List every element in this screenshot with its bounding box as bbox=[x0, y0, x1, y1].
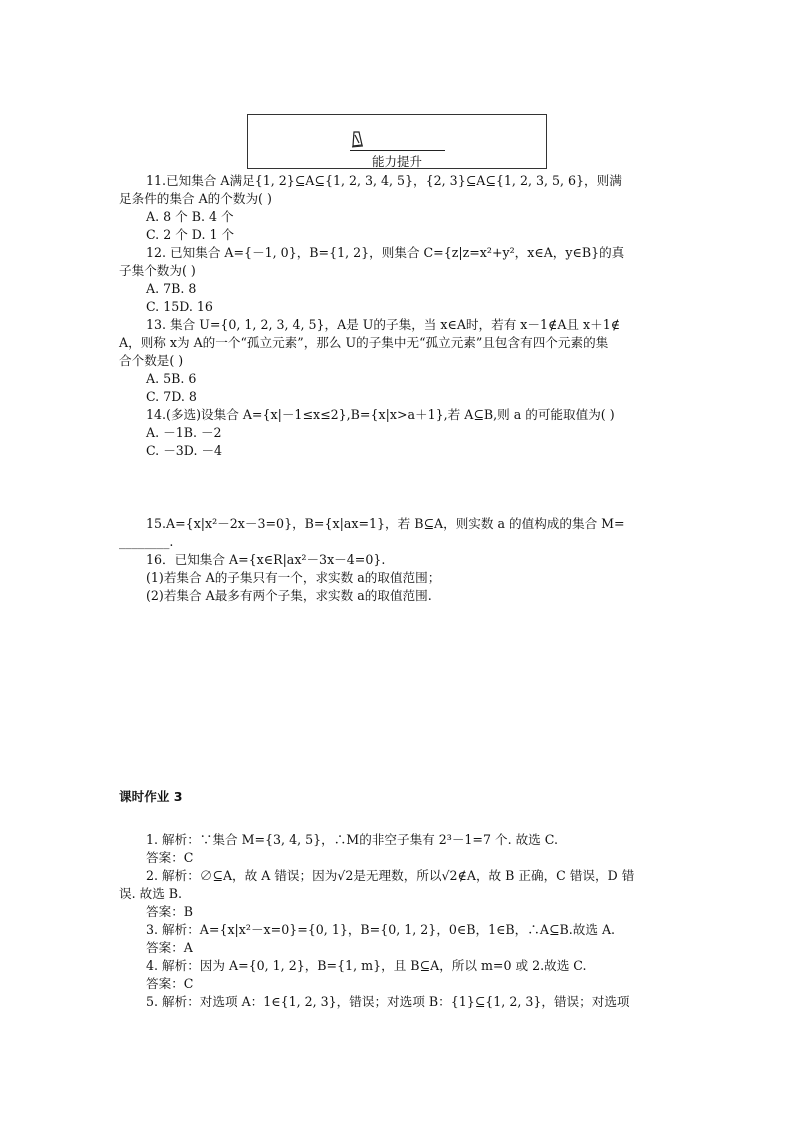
solution-4-text: 4. 解析：因为 A={0, 1, 2}，B={1, m}，且 B⊆A，所以 m=0 或 2.故选 C. bbox=[146, 958, 587, 973]
solution-5-text: 5. 解析：对选项 A：1∈{1, 2, 3}，错误；对选项 B：{1}⊆{1, 2, 3}，错误；对选项 bbox=[146, 994, 630, 1009]
problem-12-line-2: 子集个数为( ) bbox=[119, 263, 196, 278]
problem-16-part-1: (1)若集合 A的子集只有一个，求实数 a的取值范围； bbox=[146, 570, 441, 585]
banner-title: 能力提升 bbox=[371, 154, 422, 169]
solution-3-answer: 答案：A bbox=[146, 940, 193, 955]
problem-11-line-1: 11.已知集合 A满足{1, 2}⊆A⊆{1, 2, 3, 4, 5}，{2, 3}⊆A⊆{1, 2, 3, 5, 6}，则满 bbox=[146, 173, 622, 188]
solution-3-text: 3. 解析：A={x|x²－x=0}={0, 1}，B={0, 1, 2}，0∈B，1∈B，∴A⊆B.故选 A. bbox=[146, 922, 616, 937]
problem-11-options-cd: C. 2 个 D. 1 个 bbox=[146, 227, 235, 242]
problem-12-options-ab: A. 7B. 8 bbox=[146, 281, 197, 296]
problem-13-line-2: A，则称 x为 A的一个“孤立元素”，那么 U的子集中无“孤立元素”且包含有四个元素的集 bbox=[119, 335, 609, 350]
solution-2-answer: 答案：B bbox=[146, 904, 194, 919]
problem-14-options-ab: A. －1B. －2 bbox=[146, 425, 222, 440]
solution-1-text: 1. 解析：∵集合 M={3, 4, 5}，∴M的非空子集有 2³－1=7 个. 故选 C. bbox=[146, 832, 558, 847]
answer-section-heading: 课时作业 3 bbox=[119, 789, 183, 804]
problem-15-line-1: 15.A={x|x²－2x－3=0}，B={x|ax=1}，若 B⊆A，则实数 a 的值构成的集合 M= bbox=[146, 516, 625, 531]
section-banner bbox=[247, 114, 547, 169]
pencil-icon bbox=[351, 131, 365, 149]
problem-14-line-1: 14.(多选)设集合 A={x|－1≤x≤2},B={x|x>a＋1},若 A⊆B,则 a 的可能取值为( ) bbox=[146, 407, 615, 422]
problem-13-line-1: 13. 集合 U={0, 1, 2, 3, 4, 5}，A是 U的子集，当 x∈A时，若有 x－1∉A且 x＋1∉ bbox=[146, 317, 621, 332]
problem-12-options-cd: C. 15D. 16 bbox=[146, 299, 213, 314]
problem-13-options-ab: A. 5B. 6 bbox=[146, 371, 197, 386]
problem-13-options-cd: C. 7D. 8 bbox=[146, 389, 197, 404]
solution-4-answer: 答案：C bbox=[146, 976, 194, 991]
banner-underline bbox=[350, 150, 445, 151]
problem-11-line-2: 足条件的集合 A的个数为( ) bbox=[119, 191, 272, 206]
problem-16-line-1: 16．已知集合 A={x∈R|ax²－3x－4=0}. bbox=[146, 552, 386, 567]
problem-11-options-ab: A. 8 个 B. 4 个 bbox=[146, 209, 234, 224]
solution-2-text-cont: 误. 故选 B. bbox=[119, 886, 183, 901]
problem-14-options-cd: C. －3D. －4 bbox=[146, 443, 223, 458]
solution-2-text: 2. 解析：∅⊆A，故 A 错误；因为√2是无理数，所以√2∉A，故 B 正确，C 错误，D 错 bbox=[146, 868, 635, 883]
problem-15-blank: ________. bbox=[119, 534, 174, 549]
problem-13-line-3: 合个数是( ) bbox=[119, 353, 184, 368]
problem-16-part-2: (2)若集合 A最多有两个子集，求实数 a的取值范围. bbox=[146, 588, 432, 603]
problem-12-line-1: 12. 已知集合 A={－1, 0}，B={1, 2}，则集合 C={z|z=x²+y²，x∈A，y∈B}的真 bbox=[146, 245, 625, 260]
solution-1-answer: 答案：C bbox=[146, 850, 194, 865]
